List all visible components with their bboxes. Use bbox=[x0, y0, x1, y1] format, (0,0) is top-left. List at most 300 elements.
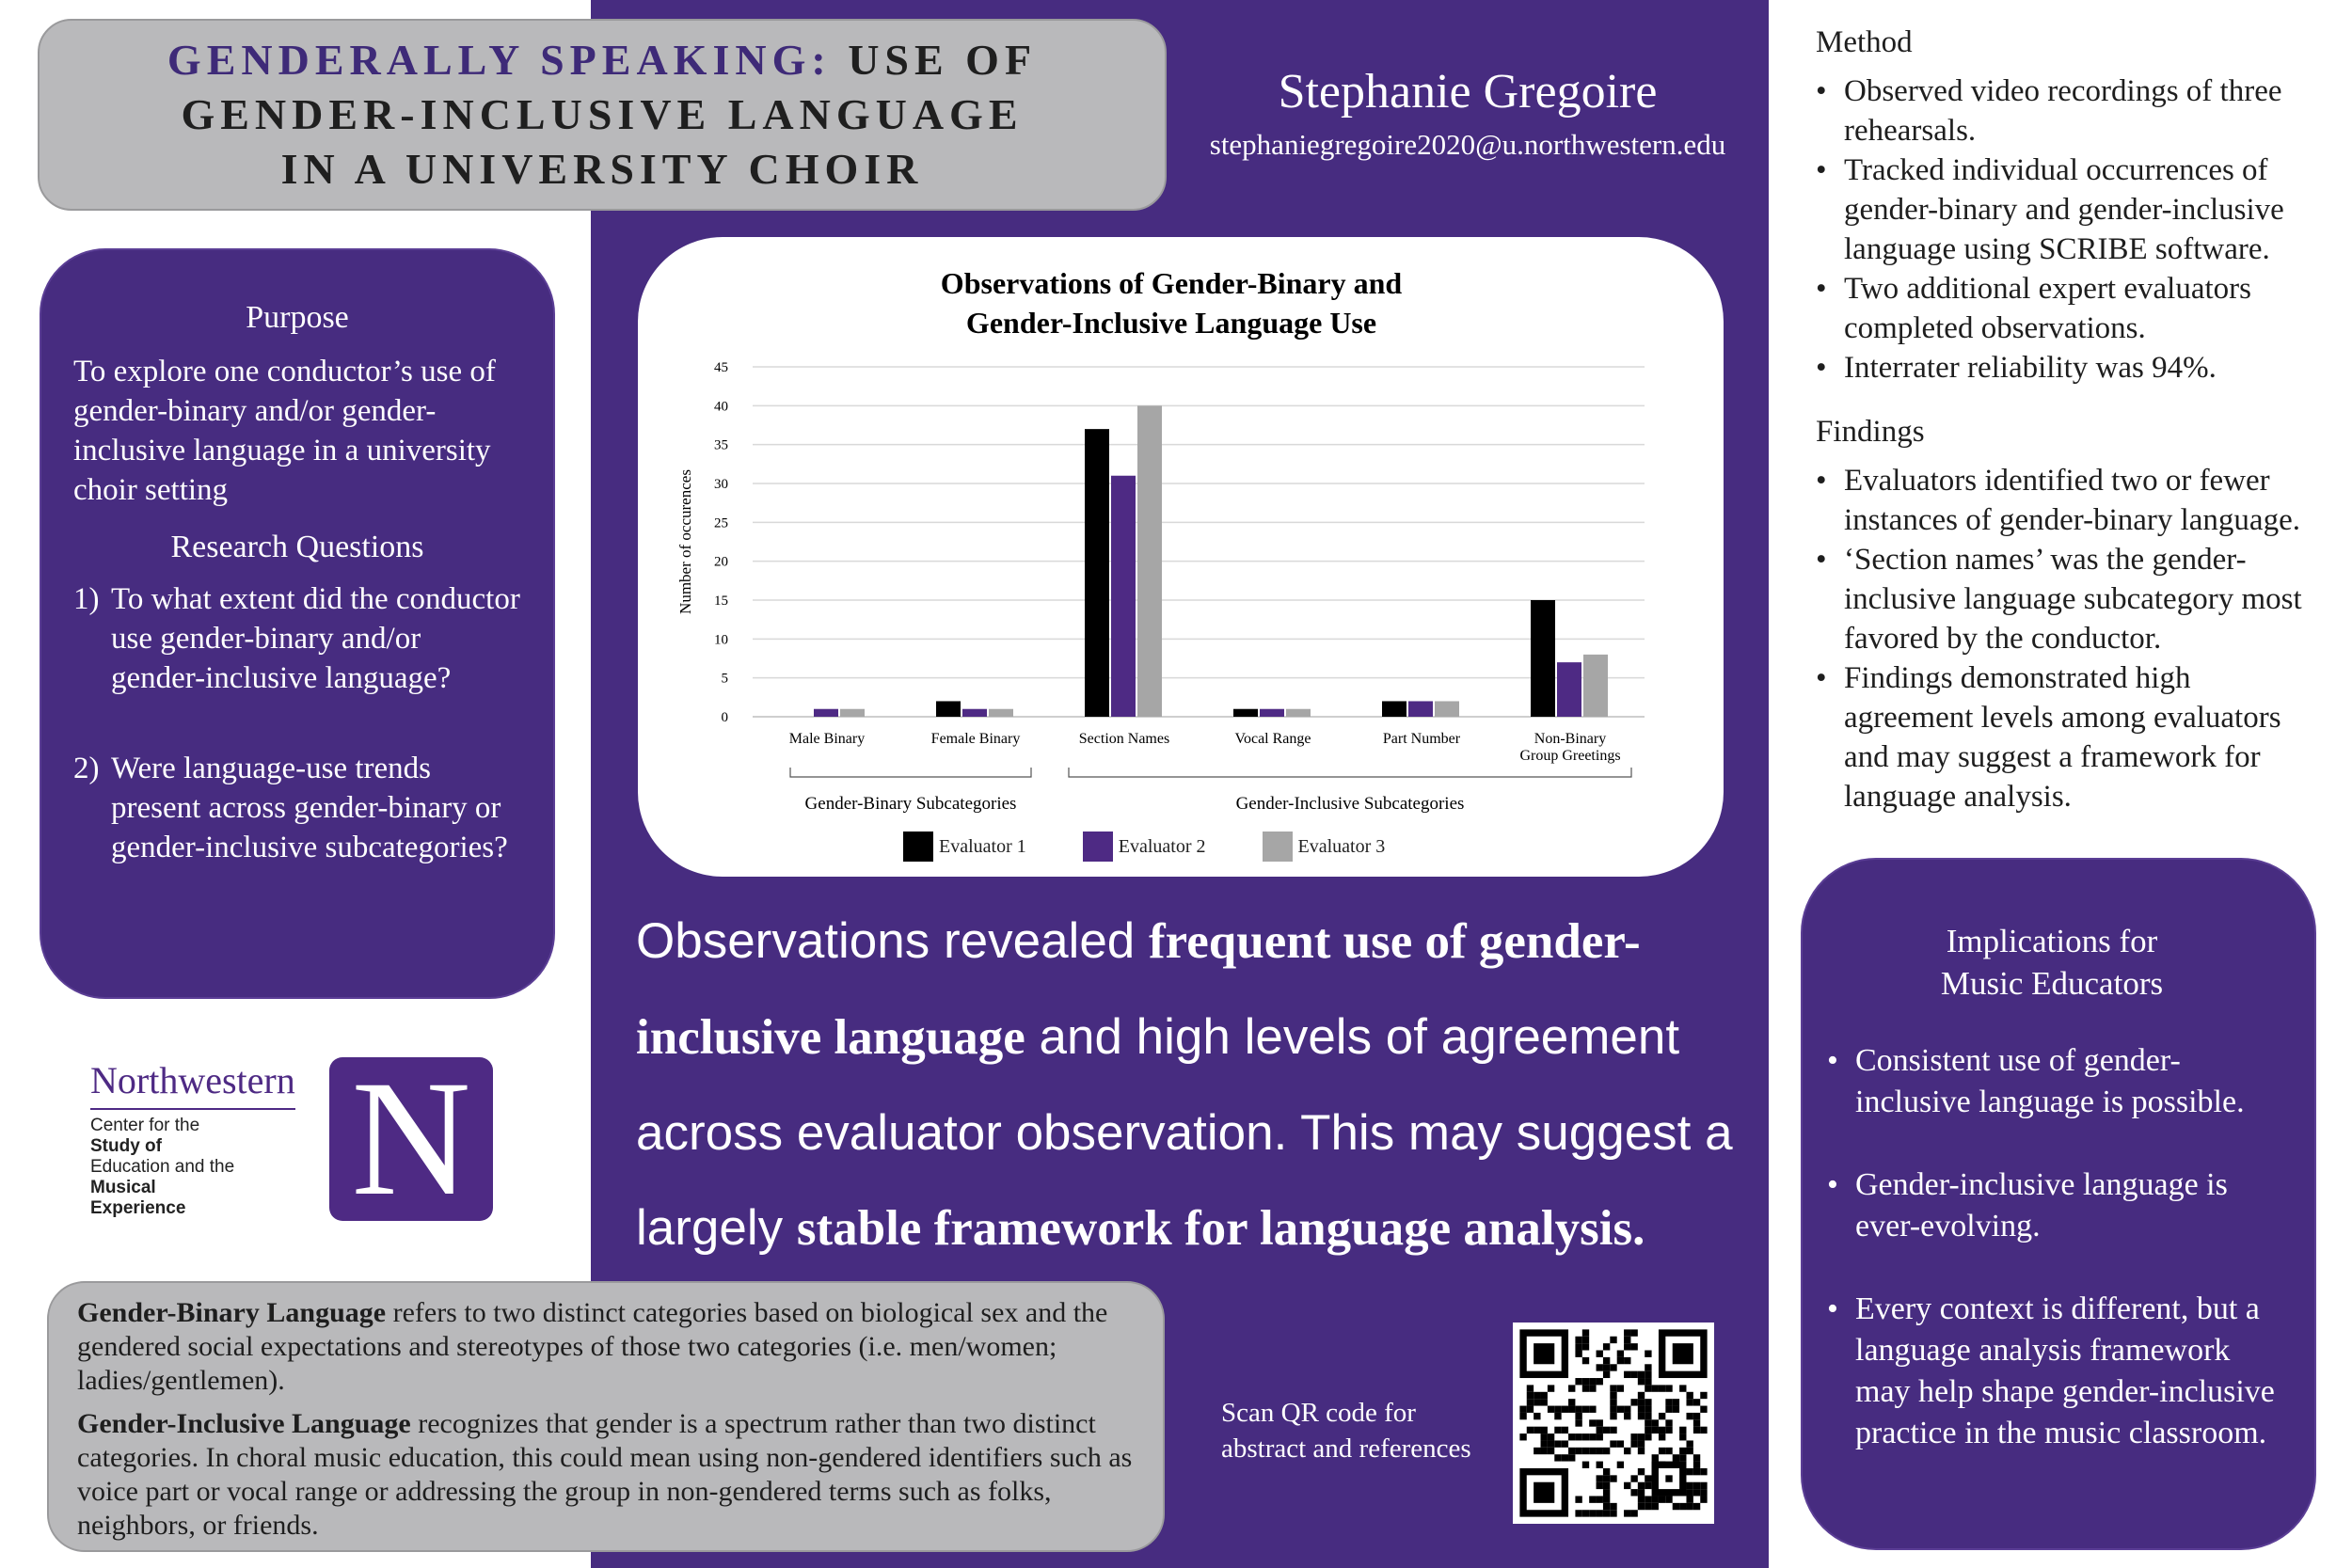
research-question bbox=[73, 749, 521, 867]
qr-module bbox=[1645, 1419, 1651, 1426]
qr-module bbox=[1548, 1406, 1554, 1413]
purpose-heading: Purpose bbox=[246, 300, 349, 335]
author-name: Stephanie Gregoire bbox=[1278, 65, 1658, 119]
qr-module bbox=[1693, 1482, 1700, 1489]
legend-label: Evaluator 2 bbox=[1118, 835, 1206, 857]
qr-module bbox=[1686, 1399, 1692, 1405]
qr-module bbox=[1610, 1392, 1616, 1399]
y-tick-label: 30 bbox=[714, 477, 728, 492]
qr-module bbox=[1638, 1468, 1645, 1475]
qr-finder-inner bbox=[1534, 1482, 1554, 1503]
binary-text: refers to two distinct categories based on biological sex and the gendered social expectations and stereotypes of those two categories (i.e. men/women; ladies/gentlemen). bbox=[77, 1297, 1108, 1396]
bar-evaluator-2 bbox=[1557, 662, 1581, 717]
qr-module bbox=[1693, 1399, 1700, 1405]
qr-module bbox=[1527, 1406, 1534, 1413]
qr-module bbox=[1603, 1489, 1610, 1496]
center-name-line: Education and the bbox=[90, 1157, 235, 1177]
qr-module bbox=[1575, 1419, 1581, 1426]
northwestern-wordmark: Northwestern bbox=[90, 1059, 295, 1110]
qr-module bbox=[1603, 1496, 1610, 1502]
qr-module bbox=[1693, 1454, 1700, 1461]
bar-chart bbox=[638, 237, 1724, 830]
qr-module bbox=[1575, 1406, 1581, 1413]
qr-module bbox=[1562, 1427, 1568, 1433]
qr-module bbox=[1527, 1385, 1534, 1391]
qr-module bbox=[1534, 1413, 1540, 1419]
qr-module bbox=[1638, 1440, 1645, 1447]
qr-module bbox=[1638, 1392, 1645, 1399]
bullet-dot: • bbox=[1816, 153, 1827, 187]
qr-module bbox=[1617, 1385, 1624, 1391]
legend-label: Evaluator 1 bbox=[939, 835, 1026, 857]
qr-module bbox=[1673, 1454, 1679, 1461]
qr-module bbox=[1597, 1378, 1603, 1385]
y-tick-label: 25 bbox=[714, 515, 728, 531]
center-name bbox=[90, 1116, 335, 1219]
method-text: Two additional expert evaluators completed observations. bbox=[1844, 272, 2251, 345]
qr-module bbox=[1582, 1510, 1589, 1516]
qr-module bbox=[1568, 1433, 1575, 1440]
inclusive-definition bbox=[77, 1407, 1138, 1543]
qr-module bbox=[1645, 1496, 1651, 1502]
qr-module bbox=[1610, 1406, 1616, 1413]
qr-module bbox=[1582, 1329, 1589, 1336]
qr-module bbox=[1686, 1489, 1692, 1496]
qr-module bbox=[1519, 1433, 1526, 1440]
method-item bbox=[1816, 348, 2324, 388]
y-tick-label: 20 bbox=[714, 554, 728, 570]
implications-list bbox=[1827, 1040, 2277, 1454]
qr-finder-inner bbox=[1534, 1343, 1554, 1364]
qr-module bbox=[1686, 1482, 1692, 1489]
qr-module bbox=[1589, 1496, 1596, 1502]
bullet-dot: • bbox=[1816, 464, 1827, 498]
question-number: 1) bbox=[73, 582, 100, 616]
qr-module bbox=[1603, 1427, 1610, 1433]
qr-module bbox=[1527, 1427, 1534, 1433]
qr-module bbox=[1541, 1399, 1548, 1405]
qr-module bbox=[1630, 1371, 1637, 1378]
qr-module bbox=[1562, 1454, 1568, 1461]
qr-module bbox=[1575, 1496, 1581, 1502]
qr-module bbox=[1645, 1475, 1651, 1481]
right-column bbox=[1816, 23, 2324, 816]
qr-module bbox=[1534, 1392, 1540, 1399]
qr-module bbox=[1617, 1351, 1624, 1357]
statement-part: and high levels of agreement across evaluator observation. This may suggest a largely bbox=[636, 1009, 1733, 1256]
qr-module bbox=[1582, 1337, 1589, 1343]
qr-module bbox=[1554, 1454, 1561, 1461]
qr-module bbox=[1582, 1378, 1589, 1385]
qr-module bbox=[1630, 1399, 1637, 1405]
group-bracket bbox=[790, 768, 1031, 777]
statement-bold: frequent use of gender-inclusive language bbox=[636, 914, 1641, 1065]
qr-module bbox=[1597, 1482, 1603, 1489]
qr-module bbox=[1589, 1448, 1596, 1454]
findings-text: Findings demonstrated high agreement levels among evaluators and may suggest a framework for language analysis. bbox=[1844, 661, 2281, 814]
implications-heading bbox=[1827, 920, 2277, 1005]
bullet-dot: • bbox=[1816, 351, 1827, 385]
qr-module bbox=[1541, 1427, 1548, 1433]
qr-module bbox=[1541, 1433, 1548, 1440]
findings-item bbox=[1816, 461, 2324, 540]
qr-module bbox=[1700, 1392, 1707, 1399]
qr-caption: Scan QR code for abstract and references bbox=[1221, 1398, 1471, 1464]
qr-module bbox=[1652, 1419, 1659, 1426]
qr-module bbox=[1562, 1406, 1568, 1413]
question-text: Were language-use trends present across gender-binary or gender-inclusive subcategories? bbox=[111, 752, 508, 864]
qr-module bbox=[1610, 1399, 1616, 1405]
findings-item bbox=[1816, 540, 2324, 658]
qr-module bbox=[1575, 1433, 1581, 1440]
title-line-3: IN A UNIVERSITY CHOIR bbox=[280, 145, 924, 193]
bar-evaluator-2 bbox=[1260, 709, 1284, 717]
qr-module bbox=[1575, 1337, 1581, 1343]
x-tick-label: Female Binary bbox=[930, 731, 1021, 747]
y-tick-label: 45 bbox=[714, 360, 728, 375]
y-axis-label: Number of occurences bbox=[676, 469, 694, 614]
qr-module bbox=[1589, 1510, 1596, 1516]
qr-module bbox=[1679, 1503, 1686, 1510]
qr-module bbox=[1638, 1433, 1645, 1440]
bar-evaluator-1 bbox=[1085, 429, 1109, 717]
qr-module bbox=[1610, 1364, 1616, 1370]
qr-module bbox=[1568, 1385, 1575, 1391]
qr-module bbox=[1575, 1448, 1581, 1454]
qr-module bbox=[1645, 1413, 1651, 1419]
qr-module bbox=[1519, 1413, 1526, 1419]
qr-module bbox=[1645, 1351, 1651, 1357]
bullet-dot: • bbox=[1816, 74, 1827, 108]
qr-module bbox=[1652, 1496, 1659, 1502]
center-name-line: Center for the bbox=[90, 1116, 200, 1135]
qr-module bbox=[1659, 1433, 1665, 1440]
findings-text: Evaluators identified two or fewer instances of gender-binary language. bbox=[1844, 464, 2300, 537]
qr-module bbox=[1686, 1468, 1692, 1475]
qr-module bbox=[1582, 1406, 1589, 1413]
qr-module bbox=[1673, 1406, 1679, 1413]
qr-module bbox=[1597, 1419, 1603, 1426]
findings-text: ‘Section names’ was the gender-inclusive language subcategory most favored by the conductor. bbox=[1844, 543, 2302, 656]
bar-evaluator-2 bbox=[962, 709, 987, 717]
northwestern-n-logo: N bbox=[329, 1057, 493, 1221]
qr-module bbox=[1630, 1510, 1637, 1516]
bar-evaluator-3 bbox=[1286, 709, 1311, 717]
qr-module bbox=[1582, 1462, 1589, 1468]
qr-module bbox=[1679, 1433, 1686, 1440]
qr-module bbox=[1617, 1440, 1624, 1447]
title-line-2: GENDER-INCLUSIVE LANGUAGE bbox=[181, 90, 1024, 138]
qr-module bbox=[1659, 1496, 1665, 1502]
bullet-dot: • bbox=[1816, 543, 1827, 577]
qr-module bbox=[1630, 1440, 1637, 1447]
definitions-box bbox=[47, 1281, 1165, 1552]
qr-module bbox=[1665, 1399, 1672, 1405]
group-bracket bbox=[1069, 768, 1631, 777]
qr-module bbox=[1638, 1399, 1645, 1405]
qr-module bbox=[1624, 1413, 1630, 1419]
qr-module bbox=[1541, 1448, 1548, 1454]
qr-module bbox=[1686, 1503, 1692, 1510]
bullet-dot: • bbox=[1816, 272, 1827, 306]
qr-module bbox=[1548, 1433, 1554, 1440]
qr-module bbox=[1603, 1510, 1610, 1516]
qr-module bbox=[1554, 1427, 1561, 1433]
y-tick-label: 0 bbox=[721, 710, 728, 725]
title-line-1-rest: USE OF bbox=[831, 36, 1038, 84]
qr-finder-inner bbox=[1673, 1343, 1693, 1364]
y-tick-label: 35 bbox=[714, 437, 728, 453]
qr-module bbox=[1603, 1448, 1610, 1454]
key-statement bbox=[636, 894, 1746, 1276]
qr-module bbox=[1693, 1489, 1700, 1496]
method-text: Observed video recordings of three rehearsals. bbox=[1844, 74, 2282, 148]
qr-module bbox=[1554, 1440, 1561, 1447]
qr-module bbox=[1679, 1427, 1686, 1433]
qr-module bbox=[1624, 1448, 1630, 1454]
method-item bbox=[1816, 269, 2324, 348]
qr-module bbox=[1700, 1406, 1707, 1413]
y-tick-label: 15 bbox=[714, 594, 728, 609]
qr-module bbox=[1603, 1343, 1610, 1350]
qr-module bbox=[1645, 1406, 1651, 1413]
bullet-dot: • bbox=[1827, 1043, 1838, 1078]
implication-item bbox=[1827, 1289, 2277, 1454]
qr-module bbox=[1597, 1462, 1603, 1468]
qr-module bbox=[1673, 1399, 1679, 1405]
legend-label: Evaluator 3 bbox=[1297, 835, 1386, 857]
title-accent: GENDERALLY SPEAKING: bbox=[167, 36, 832, 84]
x-tick-label: Non-Binary bbox=[1534, 731, 1607, 747]
group-label: Gender-Binary Subcategories bbox=[804, 794, 1017, 814]
bar-evaluator-3 bbox=[1137, 405, 1162, 717]
qr-module bbox=[1638, 1503, 1645, 1510]
findings-list bbox=[1816, 461, 2324, 816]
center-name-line: Study of bbox=[90, 1136, 162, 1156]
qr-module bbox=[1659, 1427, 1665, 1433]
bar-evaluator-3 bbox=[840, 709, 865, 717]
qr-module bbox=[1645, 1399, 1651, 1405]
implication-item bbox=[1827, 1040, 2277, 1123]
qr-module bbox=[1582, 1343, 1589, 1350]
qr-module bbox=[1534, 1448, 1540, 1454]
qr-module bbox=[1582, 1433, 1589, 1440]
qr-module bbox=[1541, 1440, 1548, 1447]
qr-module bbox=[1700, 1496, 1707, 1502]
qr-module bbox=[1693, 1468, 1700, 1475]
qr-module bbox=[1603, 1364, 1610, 1370]
qr-module bbox=[1554, 1406, 1561, 1413]
qr-module bbox=[1645, 1482, 1651, 1489]
bar-evaluator-2 bbox=[1408, 701, 1433, 717]
qr-module bbox=[1638, 1406, 1645, 1413]
qr-module bbox=[1527, 1392, 1534, 1399]
implication-text: Gender-inclusive language is ever-evolving. bbox=[1855, 1167, 2228, 1243]
y-tick-label: 10 bbox=[714, 632, 728, 648]
qr-module bbox=[1603, 1371, 1610, 1378]
qr-module bbox=[1624, 1482, 1630, 1489]
qr-module bbox=[1665, 1448, 1672, 1454]
method-list bbox=[1816, 71, 2324, 388]
northwestern-logo bbox=[90, 1059, 335, 1219]
qr-module bbox=[1665, 1385, 1672, 1391]
qr-module bbox=[1617, 1357, 1624, 1364]
qr-module bbox=[1693, 1503, 1700, 1510]
qr-module bbox=[1541, 1392, 1548, 1399]
bullet-dot: • bbox=[1827, 1291, 1838, 1326]
qr-module bbox=[1534, 1427, 1540, 1433]
qr-module bbox=[1630, 1329, 1637, 1336]
qr-module bbox=[1693, 1462, 1700, 1468]
center-name-line: Musical bbox=[90, 1178, 156, 1197]
qr-module bbox=[1624, 1329, 1630, 1336]
qr-module bbox=[1597, 1448, 1603, 1454]
implications-heading-line: Music Educators bbox=[1940, 965, 2164, 1002]
center-name-line: Experience bbox=[90, 1198, 186, 1218]
qr-module bbox=[1597, 1510, 1603, 1516]
bar-evaluator-3 bbox=[989, 709, 1013, 717]
bar-evaluator-2 bbox=[814, 709, 838, 717]
bar-evaluator-1 bbox=[1233, 709, 1258, 717]
author-block bbox=[1167, 62, 1769, 166]
qr-module bbox=[1645, 1385, 1651, 1391]
bar-evaluator-3 bbox=[1435, 701, 1459, 717]
chart-card bbox=[638, 237, 1724, 877]
qr-module bbox=[1700, 1489, 1707, 1496]
bullet-dot: • bbox=[1827, 1167, 1838, 1202]
bar-evaluator-3 bbox=[1583, 655, 1608, 717]
qr-module bbox=[1665, 1406, 1672, 1413]
qr-module bbox=[1610, 1385, 1616, 1391]
qr-module bbox=[1582, 1448, 1589, 1454]
x-tick-label: Part Number bbox=[1382, 731, 1461, 747]
qr-module bbox=[1610, 1337, 1616, 1343]
research-question bbox=[73, 579, 521, 698]
qr-module bbox=[1700, 1427, 1707, 1433]
qr-module bbox=[1624, 1406, 1630, 1413]
qr-module bbox=[1548, 1440, 1554, 1447]
legend-item bbox=[903, 832, 1026, 862]
question-text: To what extent did the conductor use gender-binary and/or gender-inclusive language? bbox=[111, 582, 520, 695]
qr-module bbox=[1700, 1482, 1707, 1489]
method-item bbox=[1816, 150, 2324, 269]
qr-code[interactable] bbox=[1513, 1323, 1714, 1524]
qr-module bbox=[1624, 1371, 1630, 1378]
qr-module bbox=[1638, 1371, 1645, 1378]
qr-module bbox=[1603, 1357, 1610, 1364]
qr-module bbox=[1686, 1413, 1692, 1419]
inclusive-text: recognizes that gender is a spectrum rather than two distinct categories. In choral music education, this could mean using non-gendered identifiers such as voice part or vocal range or addressing the group in non-gendered terms such as folks, neighbors, or friends. bbox=[77, 1408, 1133, 1541]
qr-module bbox=[1610, 1510, 1616, 1516]
qr-module bbox=[1575, 1378, 1581, 1385]
qr-module bbox=[1645, 1503, 1651, 1510]
bar-evaluator-1 bbox=[936, 701, 961, 717]
method-text: Interrater reliability was 94%. bbox=[1844, 351, 2217, 385]
qr-module bbox=[1624, 1510, 1630, 1516]
qr-module bbox=[1589, 1378, 1596, 1385]
qr-module bbox=[1603, 1503, 1610, 1510]
qr-module bbox=[1597, 1496, 1603, 1502]
qr-module bbox=[1624, 1337, 1630, 1343]
qr-module bbox=[1645, 1433, 1651, 1440]
method-heading: Method bbox=[1816, 25, 1913, 59]
qr-module bbox=[1630, 1475, 1637, 1481]
qr-module bbox=[1534, 1399, 1540, 1405]
qr-module bbox=[1597, 1475, 1603, 1481]
x-tick-label: Group Greetings bbox=[1519, 748, 1621, 764]
qr-module bbox=[1575, 1413, 1581, 1419]
chart-legend bbox=[903, 832, 1441, 862]
qr-module bbox=[1617, 1462, 1624, 1468]
qr-module bbox=[1519, 1406, 1526, 1413]
bullet-dot: • bbox=[1816, 661, 1827, 695]
qr-module bbox=[1679, 1454, 1686, 1461]
qr-module bbox=[1693, 1413, 1700, 1419]
qr-module bbox=[1645, 1427, 1651, 1433]
qr-module bbox=[1554, 1413, 1561, 1419]
legend-swatch-evaluator-1 bbox=[903, 832, 933, 862]
qr-module bbox=[1548, 1448, 1554, 1454]
qr-module bbox=[1638, 1378, 1645, 1385]
qr-align-inner bbox=[1665, 1475, 1672, 1481]
qr-module bbox=[1700, 1468, 1707, 1475]
group-label: Gender-Inclusive Subcategories bbox=[1235, 794, 1465, 814]
qr-module bbox=[1575, 1343, 1581, 1350]
qr-module bbox=[1665, 1427, 1672, 1433]
findings-item bbox=[1816, 658, 2324, 816]
qr-module bbox=[1638, 1482, 1645, 1489]
qr-module bbox=[1645, 1378, 1651, 1385]
qr-module bbox=[1686, 1440, 1692, 1447]
qr-module bbox=[1562, 1440, 1568, 1447]
chart-title-line: Gender-Inclusive Language Use bbox=[965, 306, 1377, 340]
qr-module bbox=[1686, 1392, 1692, 1399]
findings-heading: Findings bbox=[1816, 415, 1925, 449]
qr-module bbox=[1548, 1385, 1554, 1391]
qr-module bbox=[1652, 1385, 1659, 1391]
qr-module bbox=[1673, 1503, 1679, 1510]
qr-module bbox=[1624, 1343, 1630, 1350]
legend-swatch-evaluator-2 bbox=[1083, 832, 1113, 862]
implications-box bbox=[1801, 858, 2316, 1550]
legend-item bbox=[1083, 832, 1206, 862]
bar-evaluator-1 bbox=[1382, 701, 1406, 717]
poster-title-box bbox=[38, 19, 1167, 211]
qr-module bbox=[1582, 1385, 1589, 1391]
purpose-text: To explore one conductor’s use of gender-binary and/or gender-inclusive language in a university choir setting bbox=[73, 355, 496, 507]
implication-text: Every context is different, but a language analysis framework may help shape gender-inclusive practice in the music classroom. bbox=[1855, 1291, 2275, 1450]
qr-module bbox=[1638, 1448, 1645, 1454]
method-text: Tracked individual occurrences of gender-binary and gender-inclusive language using SCRIBE software. bbox=[1844, 153, 2284, 266]
qr-module bbox=[1568, 1454, 1575, 1461]
y-tick-label: 5 bbox=[721, 671, 728, 687]
qr-module bbox=[1597, 1364, 1603, 1370]
qr-module bbox=[1659, 1385, 1665, 1391]
qr-module bbox=[1589, 1419, 1596, 1426]
inclusive-term: Gender-Inclusive Language bbox=[77, 1408, 411, 1439]
bar-evaluator-1 bbox=[1531, 600, 1555, 717]
qr-module bbox=[1638, 1496, 1645, 1502]
x-tick-label: Section Names bbox=[1078, 731, 1170, 747]
qr-module bbox=[1575, 1351, 1581, 1357]
qr-module bbox=[1693, 1427, 1700, 1433]
qr-module bbox=[1527, 1399, 1534, 1405]
qr-module bbox=[1659, 1413, 1665, 1419]
qr-module bbox=[1638, 1413, 1645, 1419]
qr-module bbox=[1603, 1475, 1610, 1481]
qr-module bbox=[1638, 1489, 1645, 1496]
qr-module bbox=[1630, 1489, 1637, 1496]
